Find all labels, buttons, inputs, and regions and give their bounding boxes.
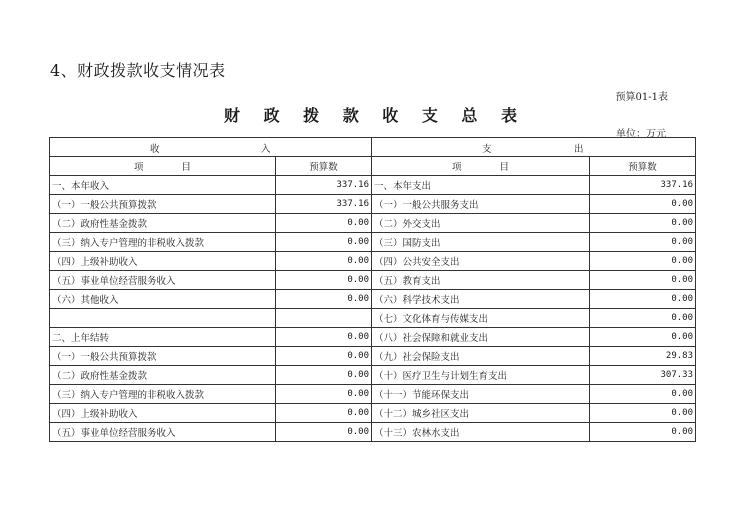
page-heading: 4、财政拨款收支情况表 bbox=[50, 61, 226, 80]
expense-value-cell: 0.00 bbox=[590, 328, 696, 347]
income-budget-header: 预算数 bbox=[276, 157, 372, 176]
table-row bbox=[50, 233, 696, 252]
income-value-cell: 0.00 bbox=[276, 233, 372, 252]
expense-value-cell: 0.00 bbox=[590, 214, 696, 233]
expense-value-cell: 0.00 bbox=[590, 233, 696, 252]
income-value-cell: 0.00 bbox=[276, 214, 372, 233]
expense-item-cell: （八）社会保障和就业支出 bbox=[372, 328, 590, 347]
expense-value-cell: 337.16 bbox=[590, 176, 696, 195]
income-item-cell: （二）政府性基金拨款 bbox=[50, 214, 276, 233]
expense-value-cell: 0.00 bbox=[590, 252, 696, 271]
income-group-header bbox=[50, 138, 372, 157]
income-item-cell: （二）政府性基金拨款 bbox=[50, 366, 276, 385]
expense-value-cell: 0.00 bbox=[590, 423, 696, 442]
table-row bbox=[50, 423, 696, 442]
group-header-row bbox=[50, 138, 696, 157]
budget-table bbox=[49, 137, 696, 442]
table-row bbox=[50, 328, 696, 347]
income-item-cell: 二、上年结转 bbox=[50, 328, 276, 347]
expense-item-cell: （十三）农林水支出 bbox=[372, 423, 590, 442]
expense-item-cell: （十）医疗卫生与计划生育支出 bbox=[372, 366, 590, 385]
unit-label: 单位：万元 bbox=[616, 129, 666, 140]
expense-value-cell: 0.00 bbox=[590, 290, 696, 309]
income-item-cell: （一）一般公共预算拨款 bbox=[50, 347, 276, 366]
table-row bbox=[50, 347, 696, 366]
income-item-cell: （三）纳入专户管理的非税收入拨款 bbox=[50, 233, 276, 252]
income-group-label-b: 入 bbox=[261, 144, 271, 155]
expense-value-cell: 29.83 bbox=[590, 347, 696, 366]
income-value-cell: 0.00 bbox=[276, 347, 372, 366]
expense-value-cell: 0.00 bbox=[590, 309, 696, 328]
income-item-cell: （一）一般公共预算拨款 bbox=[50, 195, 276, 214]
income-item-cell: （四）上级补助收入 bbox=[50, 404, 276, 423]
expense-group-label-b: 出 bbox=[574, 144, 584, 155]
expense-item-header: 项 目 bbox=[372, 157, 590, 176]
table-row bbox=[50, 309, 696, 328]
expense-item-cell: （三）国防支出 bbox=[372, 233, 590, 252]
table-row bbox=[50, 290, 696, 309]
budget-table-body bbox=[50, 138, 696, 442]
expense-item-cell: （十二）城乡社区支出 bbox=[372, 404, 590, 423]
table-row bbox=[50, 214, 696, 233]
table-row bbox=[50, 366, 696, 385]
income-value-cell: 0.00 bbox=[276, 404, 372, 423]
expense-value-cell: 0.00 bbox=[590, 385, 696, 404]
expense-value-cell: 0.00 bbox=[590, 404, 696, 423]
income-group-label-a: 收 bbox=[150, 144, 160, 155]
table-row bbox=[50, 252, 696, 271]
income-value-cell: 0.00 bbox=[276, 290, 372, 309]
income-item-header: 项 目 bbox=[50, 157, 276, 176]
table-row bbox=[50, 195, 696, 214]
income-item-cell: （四）上级补助收入 bbox=[50, 252, 276, 271]
expense-value-cell: 307.33 bbox=[590, 366, 696, 385]
table-row bbox=[50, 176, 696, 195]
table-title: 财 政 拨 款 收 支 总 表 bbox=[224, 106, 526, 125]
table-row bbox=[50, 271, 696, 290]
income-value-cell: 0.00 bbox=[276, 252, 372, 271]
form-number: 预算01-1表 bbox=[615, 92, 668, 103]
expense-item-cell: （四）公共安全支出 bbox=[372, 252, 590, 271]
income-item-cell: （五）事业单位经营服务收入 bbox=[50, 271, 276, 290]
income-value-cell: 337.16 bbox=[276, 176, 372, 195]
expense-item-cell: （七）文化体育与传媒支出 bbox=[372, 309, 590, 328]
expense-value-cell: 0.00 bbox=[590, 195, 696, 214]
table-row bbox=[50, 404, 696, 423]
expense-item-cell: （六）科学技术支出 bbox=[372, 290, 590, 309]
income-value-cell: 0.00 bbox=[276, 271, 372, 290]
income-value-cell: 0.00 bbox=[276, 328, 372, 347]
income-item-cell: （五）事业单位经营服务收入 bbox=[50, 423, 276, 442]
income-value-cell: 337.16 bbox=[276, 195, 372, 214]
income-value-cell bbox=[276, 309, 372, 328]
income-item-cell: （六）其他收入 bbox=[50, 290, 276, 309]
income-value-cell: 0.00 bbox=[276, 366, 372, 385]
income-item-cell: 一、本年收入 bbox=[50, 176, 276, 195]
expense-item-cell: （五）教育支出 bbox=[372, 271, 590, 290]
income-value-cell: 0.00 bbox=[276, 385, 372, 404]
expense-item-cell: （十一）节能环保支出 bbox=[372, 385, 590, 404]
expense-item-cell: （九）社会保险支出 bbox=[372, 347, 590, 366]
income-value-cell: 0.00 bbox=[276, 423, 372, 442]
income-item-cell: （三）纳入专户管理的非税收入拨款 bbox=[50, 385, 276, 404]
expense-group-label-a: 支 bbox=[482, 144, 492, 155]
income-item-cell bbox=[50, 309, 276, 328]
expense-item-cell: （一）一般公共服务支出 bbox=[372, 195, 590, 214]
expense-item-cell: （二）外交支出 bbox=[372, 214, 590, 233]
column-header-row bbox=[50, 157, 696, 176]
table-row bbox=[50, 385, 696, 404]
expense-value-cell: 0.00 bbox=[590, 271, 696, 290]
expense-budget-header: 预算数 bbox=[590, 157, 696, 176]
expense-group-header bbox=[372, 138, 696, 157]
expense-item-cell: 一、本年支出 bbox=[372, 176, 590, 195]
